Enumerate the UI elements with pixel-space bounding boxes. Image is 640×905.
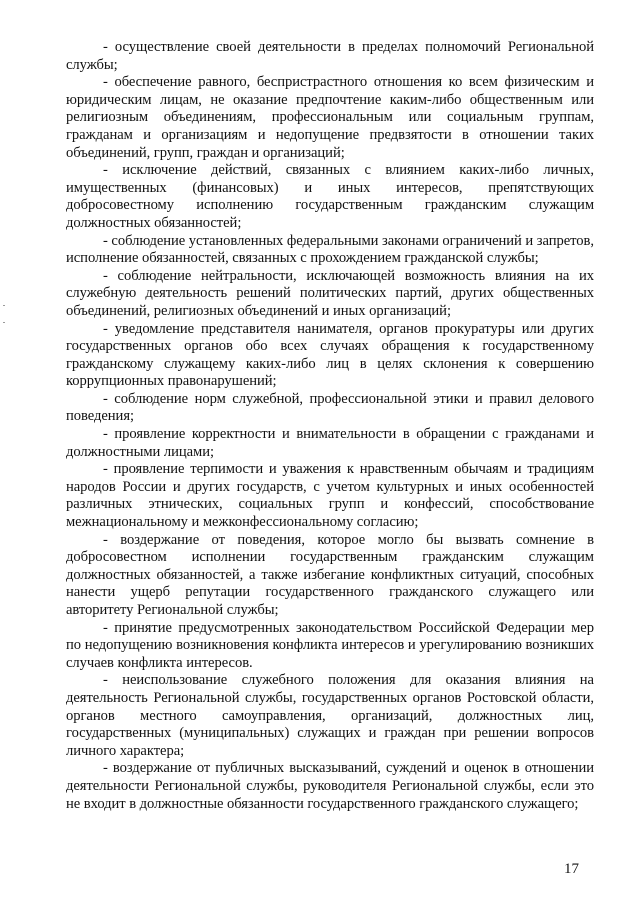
paragraph-duty-10: - воздержание от поведения, которое могло бы вызвать сомнение в добросовестном исполнении государственным гражданским служащим должностных обязанностей, а также избегание конфликтных ситуаций, способных нанести ущерб репутации государственного гражданского служащего или авторитету Региональной службы; bbox=[66, 531, 594, 618]
paragraph-duty-9: - проявление терпимости и уважения к нравственным обычаям и традициям народов России и других государств, с учетом культурных и иных особенностей различных этнических, социальных групп и конфессий, способствование межнациональному и межконфессиональному согласию; bbox=[66, 461, 594, 531]
paragraph-duty-2: - обеспечение равного, беспристрастного отношения ко всем физическим и юридическим лицам, не оказание предпочтение каким-либо общественным или религиозным объединениям, профессиональным или социальным группам, гражданам и организациям и недопущение предвзятости в отношении таких объединений, групп, граждан и организаций; bbox=[66, 74, 594, 161]
paragraph-duty-12: - неиспользование служебного положения для оказания влияния на деятельность Региональной службы, государственных органов Ростовской области, органов местного самоуправления, организаций, должностных лиц, государственных (муниципальных) служащих и граждан при решении вопросов личного характера; bbox=[66, 672, 594, 759]
paragraph-duty-7: - соблюдение норм служебной, профессиональной этики и правил делового поведения; bbox=[66, 390, 594, 425]
scan-artifact-mark bbox=[3, 322, 5, 323]
paragraph-duty-1: - осуществление своей деятельности в пределах полномочий Региональной службы; bbox=[66, 39, 594, 73]
paragraph-duty-5: - соблюдение нейтральности, исключающей возможность влияния на их служебную деятельность решений политических партий, других общественных объединений, религиозных объединений и иных организаций; bbox=[66, 267, 594, 319]
document-body bbox=[66, 39, 594, 813]
page-number: 17 bbox=[564, 861, 579, 877]
scan-artifact-mark bbox=[3, 305, 5, 306]
paragraph-duty-8: - проявление корректности и внимательности в обращении с гражданами и должностными лицами; bbox=[66, 426, 594, 460]
paragraph-duty-11: - принятие предусмотренных законодательством Российской Федерации мер по недопущению возникновения конфликта интересов и урегулированию возникших случаев конфликта интересов. bbox=[66, 619, 594, 671]
paragraph-duty-3: - исключение действий, связанных с влиянием каких-либо личных, имущественных (финансовых) и иных интересов, препятствующих добросовестному исполнению государственным гражданским служащим должностных обязанностей; bbox=[66, 162, 594, 231]
paragraph-duty-4: - соблюдение установленных федеральными законами ограничений и запретов, исполнение обязанностей, связанных с прохождением гражданской службы; bbox=[66, 232, 594, 267]
paragraph-duty-13: - воздержание от публичных высказываний, суждений и оценок в отношении деятельности Региональной службы, руководителя Региональной службы, если это не входит в должностные обязанности государственного гражданского служащего; bbox=[66, 760, 594, 812]
paragraph-duty-6: - уведомление представителя нанимателя, органов прокуратуры или других государственных органов обо всех случаях обращения к государственному гражданскому служащему каких-либо лиц в целях склонения к совершению коррупционных правонарушений; bbox=[66, 320, 594, 390]
